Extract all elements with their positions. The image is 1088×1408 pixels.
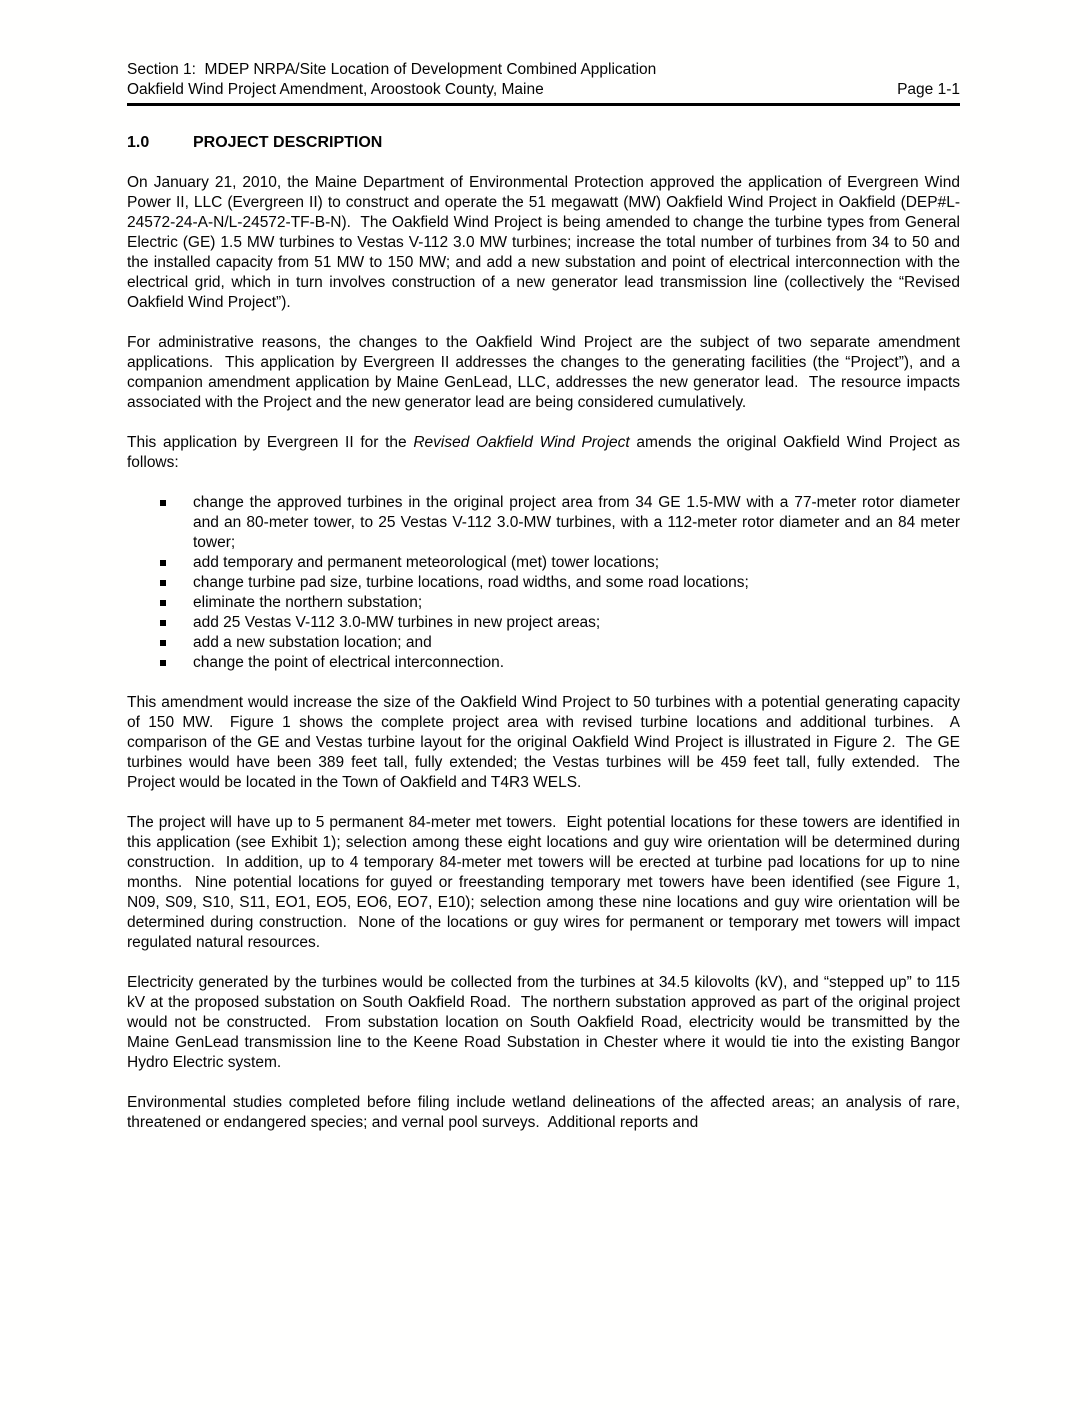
list-item-text: add 25 Vestas V-112 3.0-MW turbines in new project areas; [193, 614, 601, 631]
header-rule [127, 103, 960, 106]
list-item-turbine-change [160, 493, 965, 553]
section-number: 1.0 [127, 134, 150, 151]
header-page-number: Page 1-1 [897, 81, 960, 98]
list-item-add-turbines [160, 613, 960, 633]
square-bullet-icon [160, 593, 193, 606]
square-bullet-icon [160, 553, 193, 566]
section-title: PROJECT DESCRIPTION [193, 134, 383, 151]
square-bullet-icon [160, 573, 193, 586]
amendment-intro-suffix: amends the original Oakfield Wind Project as follows: [127, 434, 965, 471]
list-item-eliminate-substation [160, 593, 960, 613]
paragraph-met-towers: The project will have up to 5 permanent 84-meter met towers. Eight potential locations for these towers are identified in this application (see Exhibit 1); selection among these eight locations and guy wire orientation will be determined during construction. In addition, up to 4 temporary 84-meter met towers will be erected at turbine pad locations for up to nine months. Nine potential locations for guyed or freestanding temporary met towers have been identified (see Figure 1, N09, S09, S10, S11, EO1, EO5, EO6, EO7, E10); selection among these nine locations and guy wire orientation will be determined during construction. None of the locations or guy wires for permanent or temporary met towers will impact regulated natural resources. [127, 814, 965, 951]
paragraph-project-size: This amendment would increase the size of the Oakfield Wind Project to 50 turbines with a potential generating capacity of 150 MW. Figure 1 shows the complete project area with revised turbine locations and additional turbines. A comparison of the GE and Vestas turbine layout for the original Oakfield Wind Project is illustrated in Figure 2. The GE turbines would have been 389 feet tall, fully extended; the Vestas turbines will be 459 feet tall, fully extended. The Project would be located in the Town of Oakfield and T4R3 WELS. [127, 694, 965, 791]
square-bullet-icon [160, 653, 193, 666]
list-item-text: change turbine pad size, turbine locations, road widths, and some road locations; [193, 574, 749, 591]
section-heading [127, 133, 960, 153]
paragraph-approval-history: On January 21, 2010, the Maine Department of Environmental Protection approved the application of Evergreen Wind Power II, LLC (Evergreen II) to construct and operate the 51 megawatt (MW) Oakfield Wind Project in Oakfield (DEP#L-24572-24-A-N/L-24572-TF-B-N). The Oakfield Wind Project is being amended to change the turbine types from General Electric (GE) 1.5 MW turbines to Vestas V-112 3.0 MW turbines; increase the total number of turbines from 34 to 50 and the installed capacity from 51 MW to 150 MW; and add a new substation and point of electrical interconnection with the electrical grid, which in turn involves construction of a new generator lead transmission line (collectively the “Revised Oakfield Wind Project”). [127, 174, 965, 311]
list-item-text: change the point of electrical interconnection. [193, 654, 505, 671]
header-document-title: Oakfield Wind Project Amendment, Aroostook County, Maine [127, 81, 544, 98]
paragraph-amendment-intro [127, 433, 965, 473]
list-item-new-substation [160, 633, 960, 653]
list-item-interconnection [160, 653, 960, 673]
amendment-intro-prefix: This application by Evergreen II for the [127, 434, 414, 451]
header-second-line [127, 80, 960, 100]
header-section-line: Section 1: MDEP NRPA/Site Location of Development Combined Application [127, 61, 657, 78]
list-item-text: add a new substation location; and [193, 634, 432, 651]
square-bullet-icon [160, 633, 193, 646]
list-item-pad-size [160, 573, 960, 593]
revised-project-italic-title: Revised Oakfield Wind Project [413, 434, 630, 451]
square-bullet-icon [160, 493, 193, 506]
page-header [127, 60, 960, 100]
list-item-text: eliminate the northern substation; [193, 594, 423, 611]
amendment-changes-list [127, 493, 965, 673]
list-item-met-towers [160, 553, 960, 573]
square-bullet-icon [160, 613, 193, 626]
paragraph-electricity: Electricity generated by the turbines would be collected from the turbines at 34.5 kilovolts (kV), and “stepped up” to 115 kV at the proposed substation on South Oakfield Road. The northern substation approved as part of the original project would not be constructed. From substation location on South Oakfield Road, electricity would be transmitted by the Maine GenLead transmission line to the Keene Road Substation in Chester where it would tie into the existing Bangor Hydro Electric system. [127, 974, 965, 1071]
paragraph-environmental-studies: Environmental studies completed before filing include wetland delineations of the affected areas; an analysis of rare, threatened or endangered species; and vernal pool surveys. Additional reports and [127, 1094, 965, 1131]
list-item-text: change the approved turbines in the original project area from 34 GE 1.5-MW with a 77-meter rotor diameter and an 80-meter tower, to 25 Vestas V-112 3.0-MW turbines, with a 112-meter rotor diameter and an 84 meter tower; [193, 494, 965, 551]
list-item-text: add temporary and permanent meteorological (met) tower locations; [193, 554, 660, 571]
paragraph-administrative-reasons: For administrative reasons, the changes to the Oakfield Wind Project are the subject of two separate amendment applications. This application by Evergreen II addresses the changes to the generating facilities (the “Project”), and a companion amendment application by Maine GenLead, LLC, addresses the new generator lead. The resource impacts associated with the Project and the new generator lead are being considered cumulatively. [127, 334, 965, 411]
